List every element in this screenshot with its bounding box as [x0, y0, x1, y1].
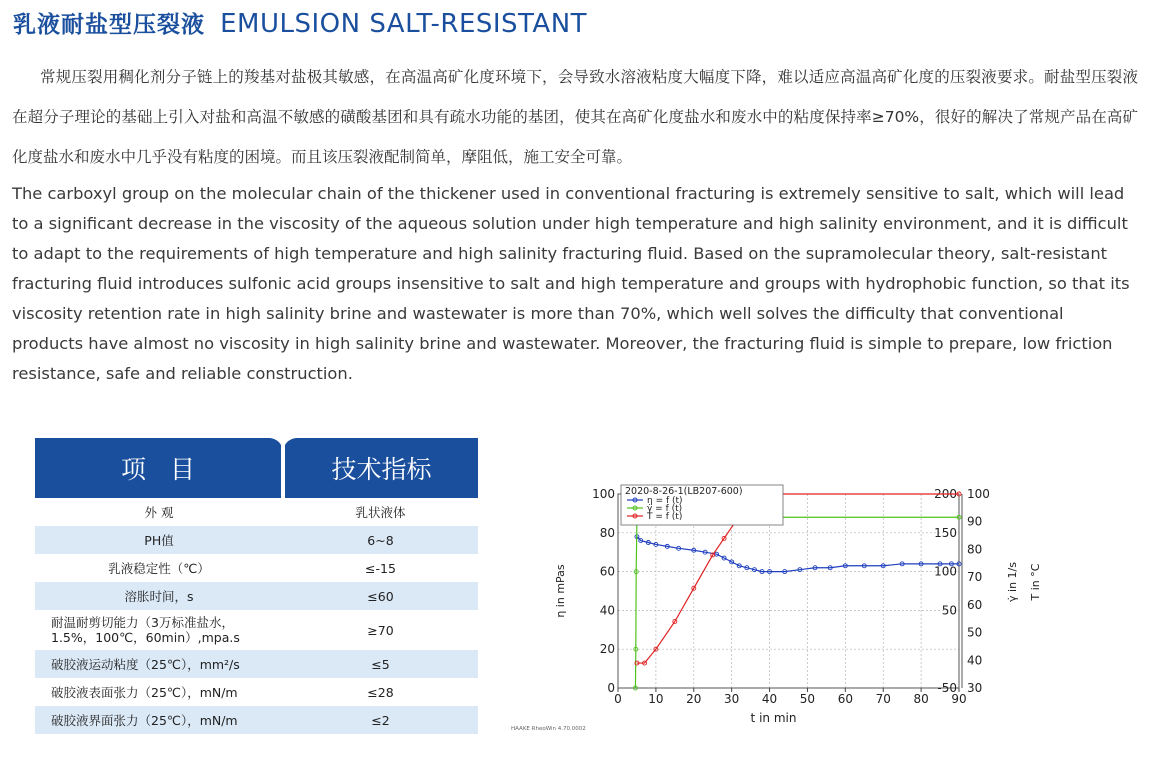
rheology-chart-svg [505, 478, 1053, 738]
spec-item: 破胶液界面张力（25℃），mN/m [35, 706, 283, 734]
y-right2-tick-label: 70 [967, 570, 983, 585]
y-left-tick-label: 80 [599, 525, 615, 540]
y-left-tick-label: 0 [607, 681, 615, 695]
spec-item: 破胶液运动粘度（25℃），mm²/s [35, 650, 283, 678]
y-left-tick-label: 20 [599, 642, 615, 657]
spec-value: ≤-15 [365, 560, 396, 576]
y-right2-axis-label: T in °C [1029, 563, 1042, 601]
y-left-axis-label: η in mPas [554, 564, 567, 618]
spec-item-line: 1.5%，100℃，60min）,mpa.s [51, 630, 240, 645]
spec-item [35, 610, 283, 650]
y-right2-tick-label: 50 [967, 625, 983, 640]
y-left-tick-label: 100 [592, 487, 615, 501]
y-right2-tick-label: 30 [967, 681, 983, 695]
spec-value: ≤28 [367, 684, 394, 700]
y-left-tick-label: 60 [599, 564, 615, 579]
page-title [13, 6, 587, 39]
y-right1-tick-label: 100 [934, 564, 957, 579]
table-row [35, 650, 478, 678]
spec-value: ≥70 [367, 622, 394, 638]
spec-value: ≤5 [283, 650, 478, 678]
x-tick-label: 20 [686, 692, 702, 706]
table-row [35, 678, 478, 706]
y-right2-tick-label: 80 [967, 542, 983, 557]
chart-footer-note: HAAKE RheoWin 4.70.0002 [511, 726, 586, 732]
table-row [35, 610, 478, 650]
legend-entry: γ̇ = f (t) [647, 504, 683, 514]
spec-header-item: 项目 [35, 438, 283, 498]
y-right1-tick-label: 200 [934, 487, 957, 501]
intro-paragraph-cn: 常规压裂用稠化剂分子链上的羧基对盐极其敏感，在高温高矿化度环境下，会导致水溶液粘度大幅度下降，难以适应高温高矿化度的压裂液要求。耐盐型压裂液在超分子理论的基础上引入对盐和高温不敏感的磺酸基团和具有疏水功能的基团，使其在高矿化度盐水和废水中的粘度保持率≥70%，很好的解决了常规产品在高矿化度盐水和废水中几乎没有粘度的困境。而且该压裂液配制简单，摩阻低，施工安全可靠。 [12, 68, 1138, 166]
spec-table-header [35, 438, 478, 498]
y-right2-tick-label: 100 [967, 487, 990, 501]
spec-item: 破胶液表面张力（25℃），mN/m [51, 684, 238, 700]
spec-header-value: 技术指标 [283, 438, 478, 498]
spec-item-line: 耐温耐剪切能力（3万标准盐水， [51, 615, 234, 630]
spec-value: 6~8 [283, 526, 478, 554]
table-row [35, 526, 478, 554]
spec-table [35, 438, 478, 734]
x-tick-label: 90 [951, 692, 967, 706]
legend-title: 2020-8-26-1(LB207-600) [625, 486, 743, 497]
y-right1-axis-label: γ̇ in 1/s [1006, 562, 1019, 602]
spec-item: 乳液稳定性（℃） [108, 561, 210, 576]
y-right1-tick-label: 50 [941, 603, 957, 618]
x-tick-label: 60 [837, 692, 853, 706]
x-tick-label: 30 [724, 692, 740, 706]
page-title-en: EMULSION SALT-RESISTANT [220, 9, 588, 39]
spec-item: 外 观 [144, 505, 174, 520]
legend-entry: T = f (t) [647, 512, 683, 522]
table-row [35, 554, 478, 582]
x-tick-label: 70 [875, 692, 891, 706]
x-tick-label: 40 [761, 692, 778, 706]
table-row [35, 498, 478, 526]
x-tick-label: 80 [913, 692, 929, 706]
table-row [35, 582, 478, 610]
spec-value: 乳状液体 [355, 505, 406, 520]
rheology-chart [505, 478, 1053, 738]
x-axis-label: t in min [750, 711, 797, 725]
y-right1-tick-label: 150 [934, 525, 957, 540]
x-tick-label: 50 [799, 692, 816, 706]
y-left-tick-label: 40 [599, 603, 615, 618]
spec-value: ≤60 [283, 582, 478, 610]
spec-item: PH值 [35, 526, 283, 554]
spec-value: ≤2 [283, 706, 478, 734]
table-row [35, 706, 478, 734]
spec-item: 溶胀时间，s [35, 582, 283, 610]
x-tick-label: 0 [614, 692, 622, 706]
y-right2-tick-label: 90 [967, 514, 983, 529]
series-line [637, 537, 959, 572]
y-right1-tick-label: -50 [937, 681, 957, 695]
page-title-cn: 乳液耐盐型压裂液 [13, 12, 205, 38]
y-right2-tick-label: 60 [967, 597, 983, 612]
series-line [635, 517, 959, 688]
y-right2-tick-label: 40 [967, 653, 983, 668]
legend-entry: η = f (t) [647, 496, 683, 506]
x-tick-label: 10 [648, 692, 664, 706]
intro-paragraph-en: The carboxyl group on the molecular chain of the thickener used in conventional fracturing is extremely sensitive to salt, which will lead to a significant decrease in the viscosity of the aqueous solution under high temperature and high salinity environment, and it is difficult to adapt to the requirements of high temperature and high salinity fracturing fluid. Based on the supramolecular theory, salt-resistant fracturing fluid introduces sulfonic acid groups insensitive to salt and high temperature and groups with hydrophobic function, so that its viscosity retention rate in high salinity brine and wastewater is more than 70%, which well solves the difficulty that conventional products have almost no viscosity in high salinity brine and wastewater. Moreover, the fracturing fluid is simple to prepare, low friction resistance, safe and reliable construction. [12, 184, 1130, 383]
